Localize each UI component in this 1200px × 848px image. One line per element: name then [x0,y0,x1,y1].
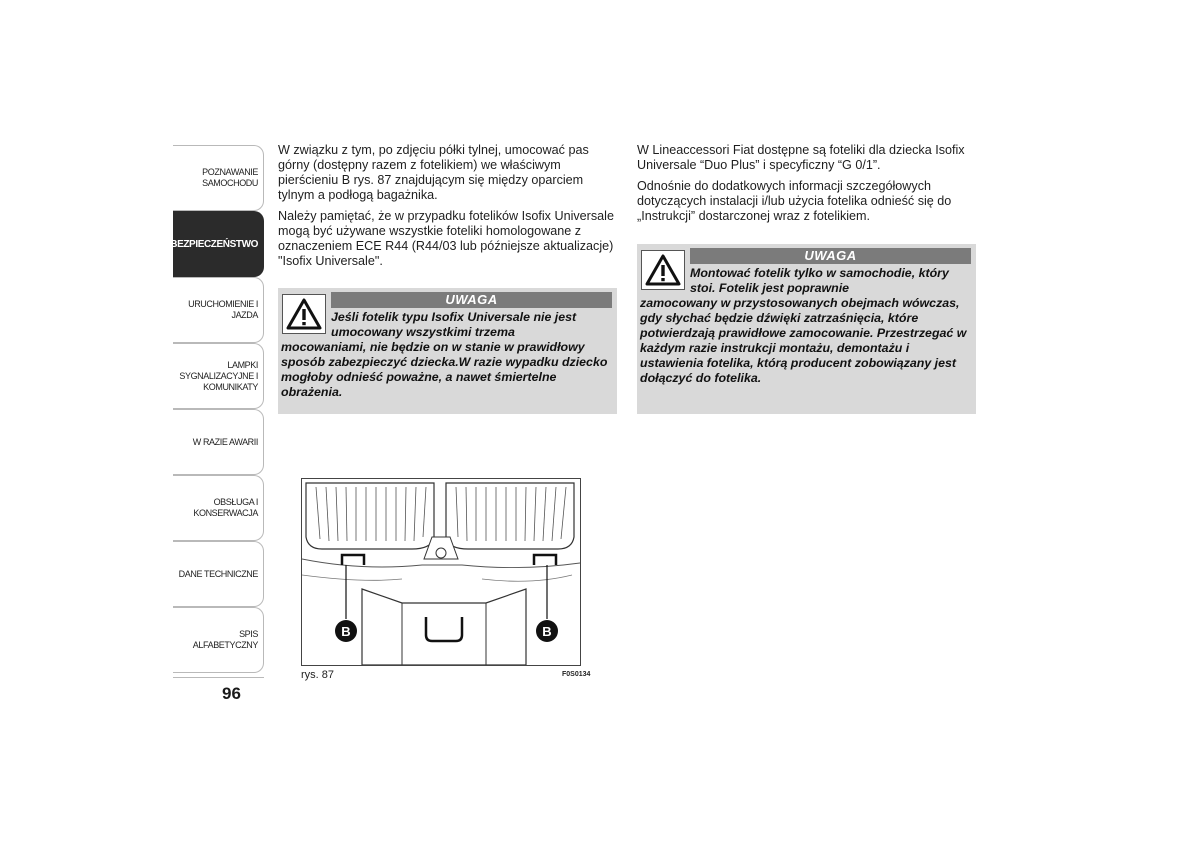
right-column [637,143,977,230]
sidebar-bottom-rule [173,677,264,678]
paragraph-top-tether: W związku z tym, po zdjęciu półki tylnej, umocować pas górny (dostępny razem z fotelikiem) we właściwym pierścieniu B rys. 87 znajdującym się między oparciem tylnym a podłogą bagażnika. [278,143,589,202]
paragraph-instrukcja: Odnośnie do dodatkowych informacji szczegółowych dotyczących instalacji i/lub użycia fotelika odnieść się do „Instrukcji” dostarczonej wraz z fotelikiem. [637,179,952,223]
warning-lead: Jeśli fotelik typu Isofix Universale nie jest umocowany wszystkimi trzema [331,310,577,339]
tab-lampki-sygnalizacyjne[interactable]: LAMPKI SYGNALIZACYJNE I KOMUNIKATY [173,343,264,409]
marker-b-left-label: B [341,624,351,639]
left-column [278,143,618,275]
tab-bezpieczenstwo[interactable]: BEZPIECZEŃSTWO [173,211,264,277]
figure-code: F0S0134 [562,671,591,678]
warning-title: UWAGA [331,292,612,308]
warning-body: zamocowany w przystosowanych obejmach wówczas, gdy słychać będzie dźwięki zatrzaśnięcia, które potwierdzają prawidłowe zamocowanie. Przestrzegać w każdym razie instrukcji montażu, demontażu i ustawienia fotelika, którą producent zobowiązany jest dołączyć do fotelika. [640,296,967,385]
tab-dane-techniczne[interactable]: DANE TECHNICZNE [173,541,264,607]
tab-obsluga-i-konserwacja[interactable]: OBSŁUGA I KONSERWACJA [173,475,264,541]
warning-lead: Montować fotelik tylko w samochodie, który stoi. Fotelik jest poprawnie [690,266,949,295]
figure-caption: rys. 87 [301,669,335,681]
paragraph-lineaccessori: W Lineaccessori Fiat dostępne są foteliki dla dziecka Isofix Universale “Duo Plus” i specyficzny “G 0/1”. [637,143,965,172]
marker-b-right-label: B [542,624,552,639]
warning-box-right [637,244,976,414]
warning-text [640,266,970,386]
tab-uruchomienie-i-jazda[interactable]: URUCHOMIENIE I JAZDA [173,277,264,343]
warning-body: mocowaniami, nie będzie on w stanie w prawidłowy sposób zabezpieczyć dziecka.W razie wypadku dziecko mogłoby odnieść poważne, a nawet śmiertelne obrażenia. [281,340,608,399]
tab-spis-alfabetyczny[interactable]: SPIS ALFABETYCZNY [173,607,264,673]
warning-text [281,310,611,400]
chapter-tabs [170,145,264,673]
paragraph-isofix-universale: Należy pamiętać, że w przypadku fotelików Isofix Universale mogą być używane wszystkie foteliki homologowane z oznaczeniem ECE R44 (R44/03 lub późniejsze aktualizacje) "Isofix Universale". [278,209,614,268]
tab-w-razie-awarii[interactable]: W RAZIE AWARII [173,409,264,475]
tab-poznawanie-samochodu[interactable]: POZNAWANIE SAMOCHODU [173,145,264,211]
page-number: 96 [222,684,241,703]
warning-box-left [278,288,617,414]
trunk-illustration [302,479,580,665]
warning-title: UWAGA [690,248,971,264]
figure-rys-87 [301,478,581,666]
